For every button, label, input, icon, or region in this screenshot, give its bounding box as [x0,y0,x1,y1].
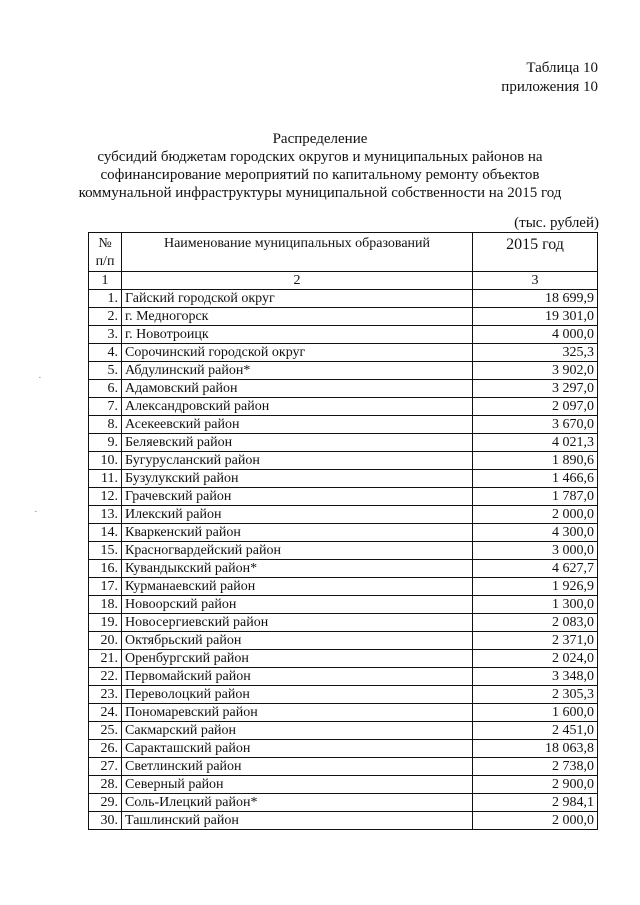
row-value: 1 787,0 [473,488,598,506]
row-value: 325,3 [473,344,598,362]
row-number: 5. [89,362,122,380]
row-name: Первомайский район [122,668,473,686]
table-row [89,704,598,722]
row-number: 7. [89,398,122,416]
table-row [89,362,598,380]
table-row [89,452,598,470]
row-name: Новосергиевский район [122,614,473,632]
header-name: Наименование муниципальных образований [122,233,473,272]
row-value: 2 305,3 [473,686,598,704]
table-row [89,578,598,596]
row-name: Октябрьский район [122,632,473,650]
row-value: 3 000,0 [473,542,598,560]
row-value: 2 000,0 [473,812,598,830]
table-row [89,326,598,344]
row-value: 18 699,9 [473,290,598,308]
row-value: 4 627,7 [473,560,598,578]
row-value: 2 451,0 [473,722,598,740]
table-row [89,344,598,362]
table-row [89,380,598,398]
table-row [89,758,598,776]
table-row [89,542,598,560]
row-value: 3 348,0 [473,668,598,686]
row-name: Саракташский район [122,740,473,758]
table-row [89,812,598,830]
title-line-4: коммунальной инфраструктуры муниципальной собственности на 2015 год [78,185,562,201]
row-number: 3. [89,326,122,344]
row-number: 10. [89,452,122,470]
table-row [89,416,598,434]
row-name: Гайский городской округ [122,290,473,308]
row-name: Бузулукский район [122,470,473,488]
row-number: 1. [89,290,122,308]
row-number: 16. [89,560,122,578]
table-row [89,776,598,794]
row-value: 2 000,0 [473,506,598,524]
row-value: 1 600,0 [473,704,598,722]
row-value: 2 900,0 [473,776,598,794]
row-number: 22. [89,668,122,686]
scan-mark: · [34,506,38,518]
row-name: Соль-Илецкий район* [122,794,473,812]
table-index-row [89,272,598,290]
index-cell: 1 [89,272,122,290]
scan-mark: · [38,372,42,384]
row-number: 6. [89,380,122,398]
row-number: 11. [89,470,122,488]
table-row [89,470,598,488]
table-row [89,668,598,686]
row-name: Светлинский район [122,758,473,776]
row-name: Северный район [122,776,473,794]
row-value: 2 097,0 [473,398,598,416]
row-number: 8. [89,416,122,434]
row-name: Беляевский район [122,434,473,452]
row-number: 13. [89,506,122,524]
row-name: Новоорский район [122,596,473,614]
header-num [89,233,122,272]
row-number: 19. [89,614,122,632]
row-name: Асекеевский район [122,416,473,434]
row-name: Александровский район [122,398,473,416]
row-number: 29. [89,794,122,812]
title-line-2: субсидий бюджетам городских округов и муниципальных районов на [97,149,543,165]
row-name: г. Медногорск [122,308,473,326]
row-value: 1 466,6 [473,470,598,488]
row-value: 18 063,8 [473,740,598,758]
row-name: Илекский район [122,506,473,524]
row-number: 20. [89,632,122,650]
document-title [0,130,640,202]
header-year: 2015 год [473,233,598,272]
row-name: Кваркенский район [122,524,473,542]
row-number: 25. [89,722,122,740]
row-value: 4 021,3 [473,434,598,452]
table-row [89,650,598,668]
row-value: 2 738,0 [473,758,598,776]
row-number: 30. [89,812,122,830]
row-value: 3 902,0 [473,362,598,380]
row-name: Грачевский район [122,488,473,506]
row-number: 4. [89,344,122,362]
table-row [89,308,598,326]
header-num-pp: п/п [95,254,115,269]
row-name: Курманаевский район [122,578,473,596]
row-value: 4 300,0 [473,524,598,542]
row-value: 2 083,0 [473,614,598,632]
row-number: 28. [89,776,122,794]
table-row [89,560,598,578]
row-value: 1 890,6 [473,452,598,470]
row-number: 14. [89,524,122,542]
table-row [89,614,598,632]
table-row [89,290,598,308]
row-value: 1 926,9 [473,578,598,596]
row-number: 23. [89,686,122,704]
row-name: Абдулинский район* [122,362,473,380]
row-number: 18. [89,596,122,614]
row-name: Бугурусланский район [122,452,473,470]
row-number: 26. [89,740,122,758]
row-name: Оренбургский район [122,650,473,668]
row-number: 9. [89,434,122,452]
row-value: 19 301,0 [473,308,598,326]
table-row [89,596,598,614]
row-number: 24. [89,704,122,722]
row-name: Переволоцкий район [122,686,473,704]
table-row [89,632,598,650]
table-body [89,290,598,830]
row-name: Ташлинский район [122,812,473,830]
table-header-row [89,233,598,272]
row-number: 17. [89,578,122,596]
table-row [89,686,598,704]
table-row [89,524,598,542]
table-row [89,434,598,452]
row-number: 12. [89,488,122,506]
row-value: 2 024,0 [473,650,598,668]
row-number: 27. [89,758,122,776]
row-name: Пономаревский район [122,704,473,722]
row-value: 3 297,0 [473,380,598,398]
row-value: 4 000,0 [473,326,598,344]
table-row [89,722,598,740]
row-name: г. Новотроицк [122,326,473,344]
table-row [89,398,598,416]
row-value: 2 984,1 [473,794,598,812]
caption-appendix: приложения 10 [501,79,598,95]
unit-label: (тыс. рублей) [514,215,599,231]
title-line-3: софинансирование мероприятий по капитальному ремонту объектов [100,167,540,183]
row-value: 3 670,0 [473,416,598,434]
row-name: Сорочинский городской округ [122,344,473,362]
table-row [89,506,598,524]
row-number: 15. [89,542,122,560]
table-row [89,488,598,506]
row-name: Адамовский район [122,380,473,398]
row-number: 2. [89,308,122,326]
subsidy-table [88,232,598,830]
row-value: 2 371,0 [473,632,598,650]
table-caption [501,59,598,97]
row-name: Сакмарский район [122,722,473,740]
caption-table-number: Таблица 10 [526,60,598,76]
row-value: 1 300,0 [473,596,598,614]
table-row [89,794,598,812]
row-name: Кувандыкский район* [122,560,473,578]
title-line-1: Распределение [272,131,368,147]
header-num-symbol: № [98,236,112,251]
index-cell: 2 [122,272,473,290]
index-cell: 3 [473,272,598,290]
table-row [89,740,598,758]
row-number: 21. [89,650,122,668]
row-name: Красногвардейский район [122,542,473,560]
